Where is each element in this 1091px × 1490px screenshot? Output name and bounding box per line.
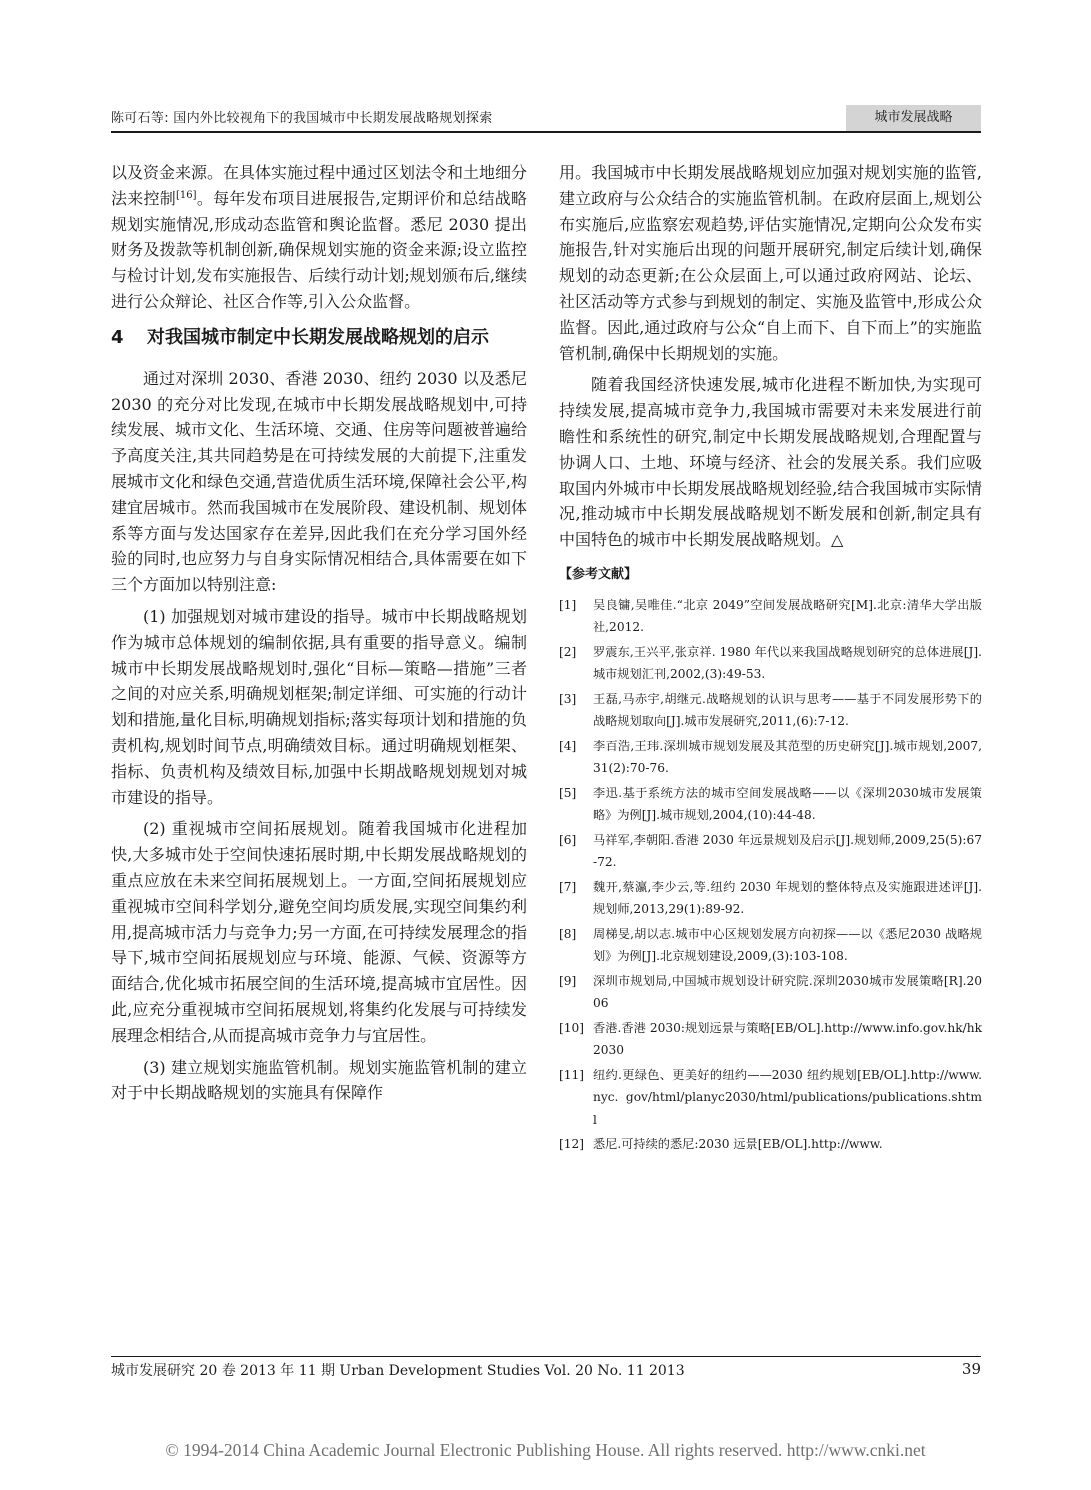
running-header: [111, 105, 981, 131]
reference-item: [10] 香港.香港 2030:规划远景与策略[EB/OL].http://www.info.gov.hk/hk2030: [559, 1020, 982, 1058]
reference-item: [3] 王磊,马赤宇,胡继元.战略规划的认识与思考——基于不同发展形势下的战略规划取向[J].城市发展研究,2011,(6):7-12.: [559, 691, 982, 729]
paragraph-funding: 以及资金来源。在具体实施过程中通过区划法令和土地细分法来控制[16]。每年发布项目进展报告,定期评价和总结战略规划实施情况,形成动态监管和舆论监督。悉尼 2030 提出财务及拨款等机制创新,确保规划实施的资金来源;设立监控与检讨计划,发布实施报告、后续行动计划;规划颁布后,继续进行公众辩论、社区合作等,引入公众监督。: [111, 163, 528, 311]
section-heading: [111, 323, 527, 352]
paragraph-supervision: 用。我国城市中长期发展战略规划应加强对规划实施的监管,建立政府与公众结合的实施监管机制。在政府层面上,规划公布实施后,应监察宏观趋势,评估实施情况,定期向公众发布实施报告,针对实施后出现的问题开展研究,制定后续计划,确保规划的动态更新;在公众层面上,可以通过政府网站、论坛、社区活动等方式参与到规划的制定、实施及监管中,形成公众监督。因此,通过政府与公众“自上而下、自下而上”的实施监管机制,确保中长期规划的实施。: [559, 163, 982, 363]
reference-list: [559, 594, 982, 1156]
references-heading: 【参考文献】: [559, 566, 638, 582]
copyright-notice: © 1994-2014 China Academic Journal Electronic Publishing House. All rights reserved. http://www.cnki.net: [165, 1440, 926, 1460]
reference-item: [12] 悉尼.可持续的悉尼:2030 远景[EB/OL].http://www.: [559, 1137, 883, 1152]
paragraph-point-2: (2) 重视城市空间拓展规划。随着我国城市化进程加快,大多城市处于空间快速拓展时期,中长期发展战略规划的重点应放在未来空间拓展规划上。一方面,空间拓展规划应重视城市空间科学划分,避免空间均质发展,实现空间集约利用,提高城市活力与竞争力;另一方面,在可持续发展理念的指导下,城市空间拓展规划应与环境、能源、气候、资源等方面结合,优化城市拓展空间的生活环境,提高城市宜居性。因此,应充分重视城市空间拓展规划,将集约化发展与可持续发展理念相结合,从而提高城市竞争力与宜居性。: [111, 819, 527, 1045]
right-column: [559, 160, 982, 1158]
reference-item: [9] 深圳市规划局,中国城市规划设计研究院.深圳2030城市发展策略[R].2006: [559, 973, 982, 1011]
header-rule: [111, 131, 981, 133]
reference-item: [2] 罗震东,王兴平,张京祥. 1980 年代以来我国战略规划研究的总体进展[J].城市规划汇刊,2002,(3):49-53.: [559, 644, 982, 682]
section-title: 对我国城市制定中长期发展战略规划的启示: [147, 326, 489, 348]
paragraph-point-1: (1) 加强规划对城市建设的指导。城市中长期战略规划作为城市总体规划的编制依据,具有重要的指导意义。编制城市中长期发展战略规划时,强化“目标—策略—措施”三者之间的对应关系,明确规划框架;制定详细、可实施的行动计划和措施,量化目标,明确规划指标;落实每项计划和措施的负责机构,规划时间节点,明确绩效目标。通过明确规划框架、指标、负责机构及绩效目标,加强中长期战略规划规划对城市建设的指导。: [111, 606, 527, 807]
section-label: 城市发展战略: [846, 105, 981, 131]
left-column: [111, 160, 527, 1106]
page-number: 39: [961, 1360, 981, 1378]
citation-16: [16]: [176, 189, 197, 201]
page-footer: [111, 1360, 981, 1384]
paragraph-conclusion: 随着我国经济快速发展,城市化进程不断加快,为实现可持续发展,提高城市竞争力,我国城市需要对未来发展进行前瞻性和系统性的研究,制定中长期发展战略规划,合理配置与协调人口、土地、环境与经济、社会的发展关系。我们应吸取国内外城市中长期发展战略规划经验,结合我国城市实际情况,推动城市中长期发展战略规划不断发展和创新,制定具有中国特色的城市中长期发展战略规划。△: [559, 375, 982, 550]
reference-item: [6] 马祥军,李朝阳.香港 2030 年远景规划及启示[J].规划师,2009,25(5):67-72.: [559, 832, 982, 870]
paragraph-comparison: 通过对深圳 2030、香港 2030、纽约 2030 以及悉尼 2030 的充分对比发现,在城市中长期发展战略规划中,可持续发展、城市文化、生活环境、交通、住房等问题被普遍给予高度关注,其共同趋势是在可持续发展的大前提下,注重发展城市文化和绿色交通,营造优质生活环境,保障社会公平,构建宜居城市。然而我国城市在发展阶段、建设机制、规划体系等方面与发达国家存在差异,因此我们在充分学习国外经验的同时,也应努力与自身实际情况相结合,具体需要在如下三个方面加以特别注意:: [111, 368, 528, 595]
reference-item: [11] 纽约.更绿色、更美好的纽约——2030 纽约规划[EB/OL].http://www. nyc. gov/html/planyc2030/html/publications/publications.shtml: [559, 1067, 982, 1127]
reference-item: [8] 周梯旻,胡以志.城市中心区规划发展方向初探——以《悉尼2030 战略规划》为例[J].北京规划建设,2009,(3):103-108.: [559, 926, 982, 964]
reference-item: [4] 李百浩,王玮.深圳城市规划发展及其范型的历史研究[J].城市规划,2007,31(2):70-76.: [559, 738, 982, 776]
reference-item: [1] 吴良镛,吴唯佳.“北京 2049”空间发展战略研究[M].北京:清华大学出版社,2012.: [559, 597, 982, 635]
section-number: 4: [111, 326, 124, 348]
running-title: 陈可石等: 国内外比较视角下的我国城市中长期发展战略规划探索: [111, 111, 493, 126]
reference-item: [7] 魏开,蔡瀛,李少云,等.纽约 2030 年规划的整体特点及实施跟进述评[J].规划师,2013,29(1):89-92.: [559, 879, 982, 917]
paragraph-point-3: (3) 建立规划实施监管机制。规划实施监管机制的建立对于中长期战略规划的实施具有保障作: [111, 1057, 527, 1103]
reference-item: [5] 李迅.基于系统方法的城市空间发展战略——以《深圳2030城市发展策略》为例[J].城市规划,2004,(10):44-48.: [559, 785, 982, 823]
footer-rule: [111, 1356, 981, 1357]
journal-citation: 城市发展研究 20 卷 2013 年 11 期 Urban Development Studies Vol. 20 No. 11 2013: [111, 1363, 685, 1379]
